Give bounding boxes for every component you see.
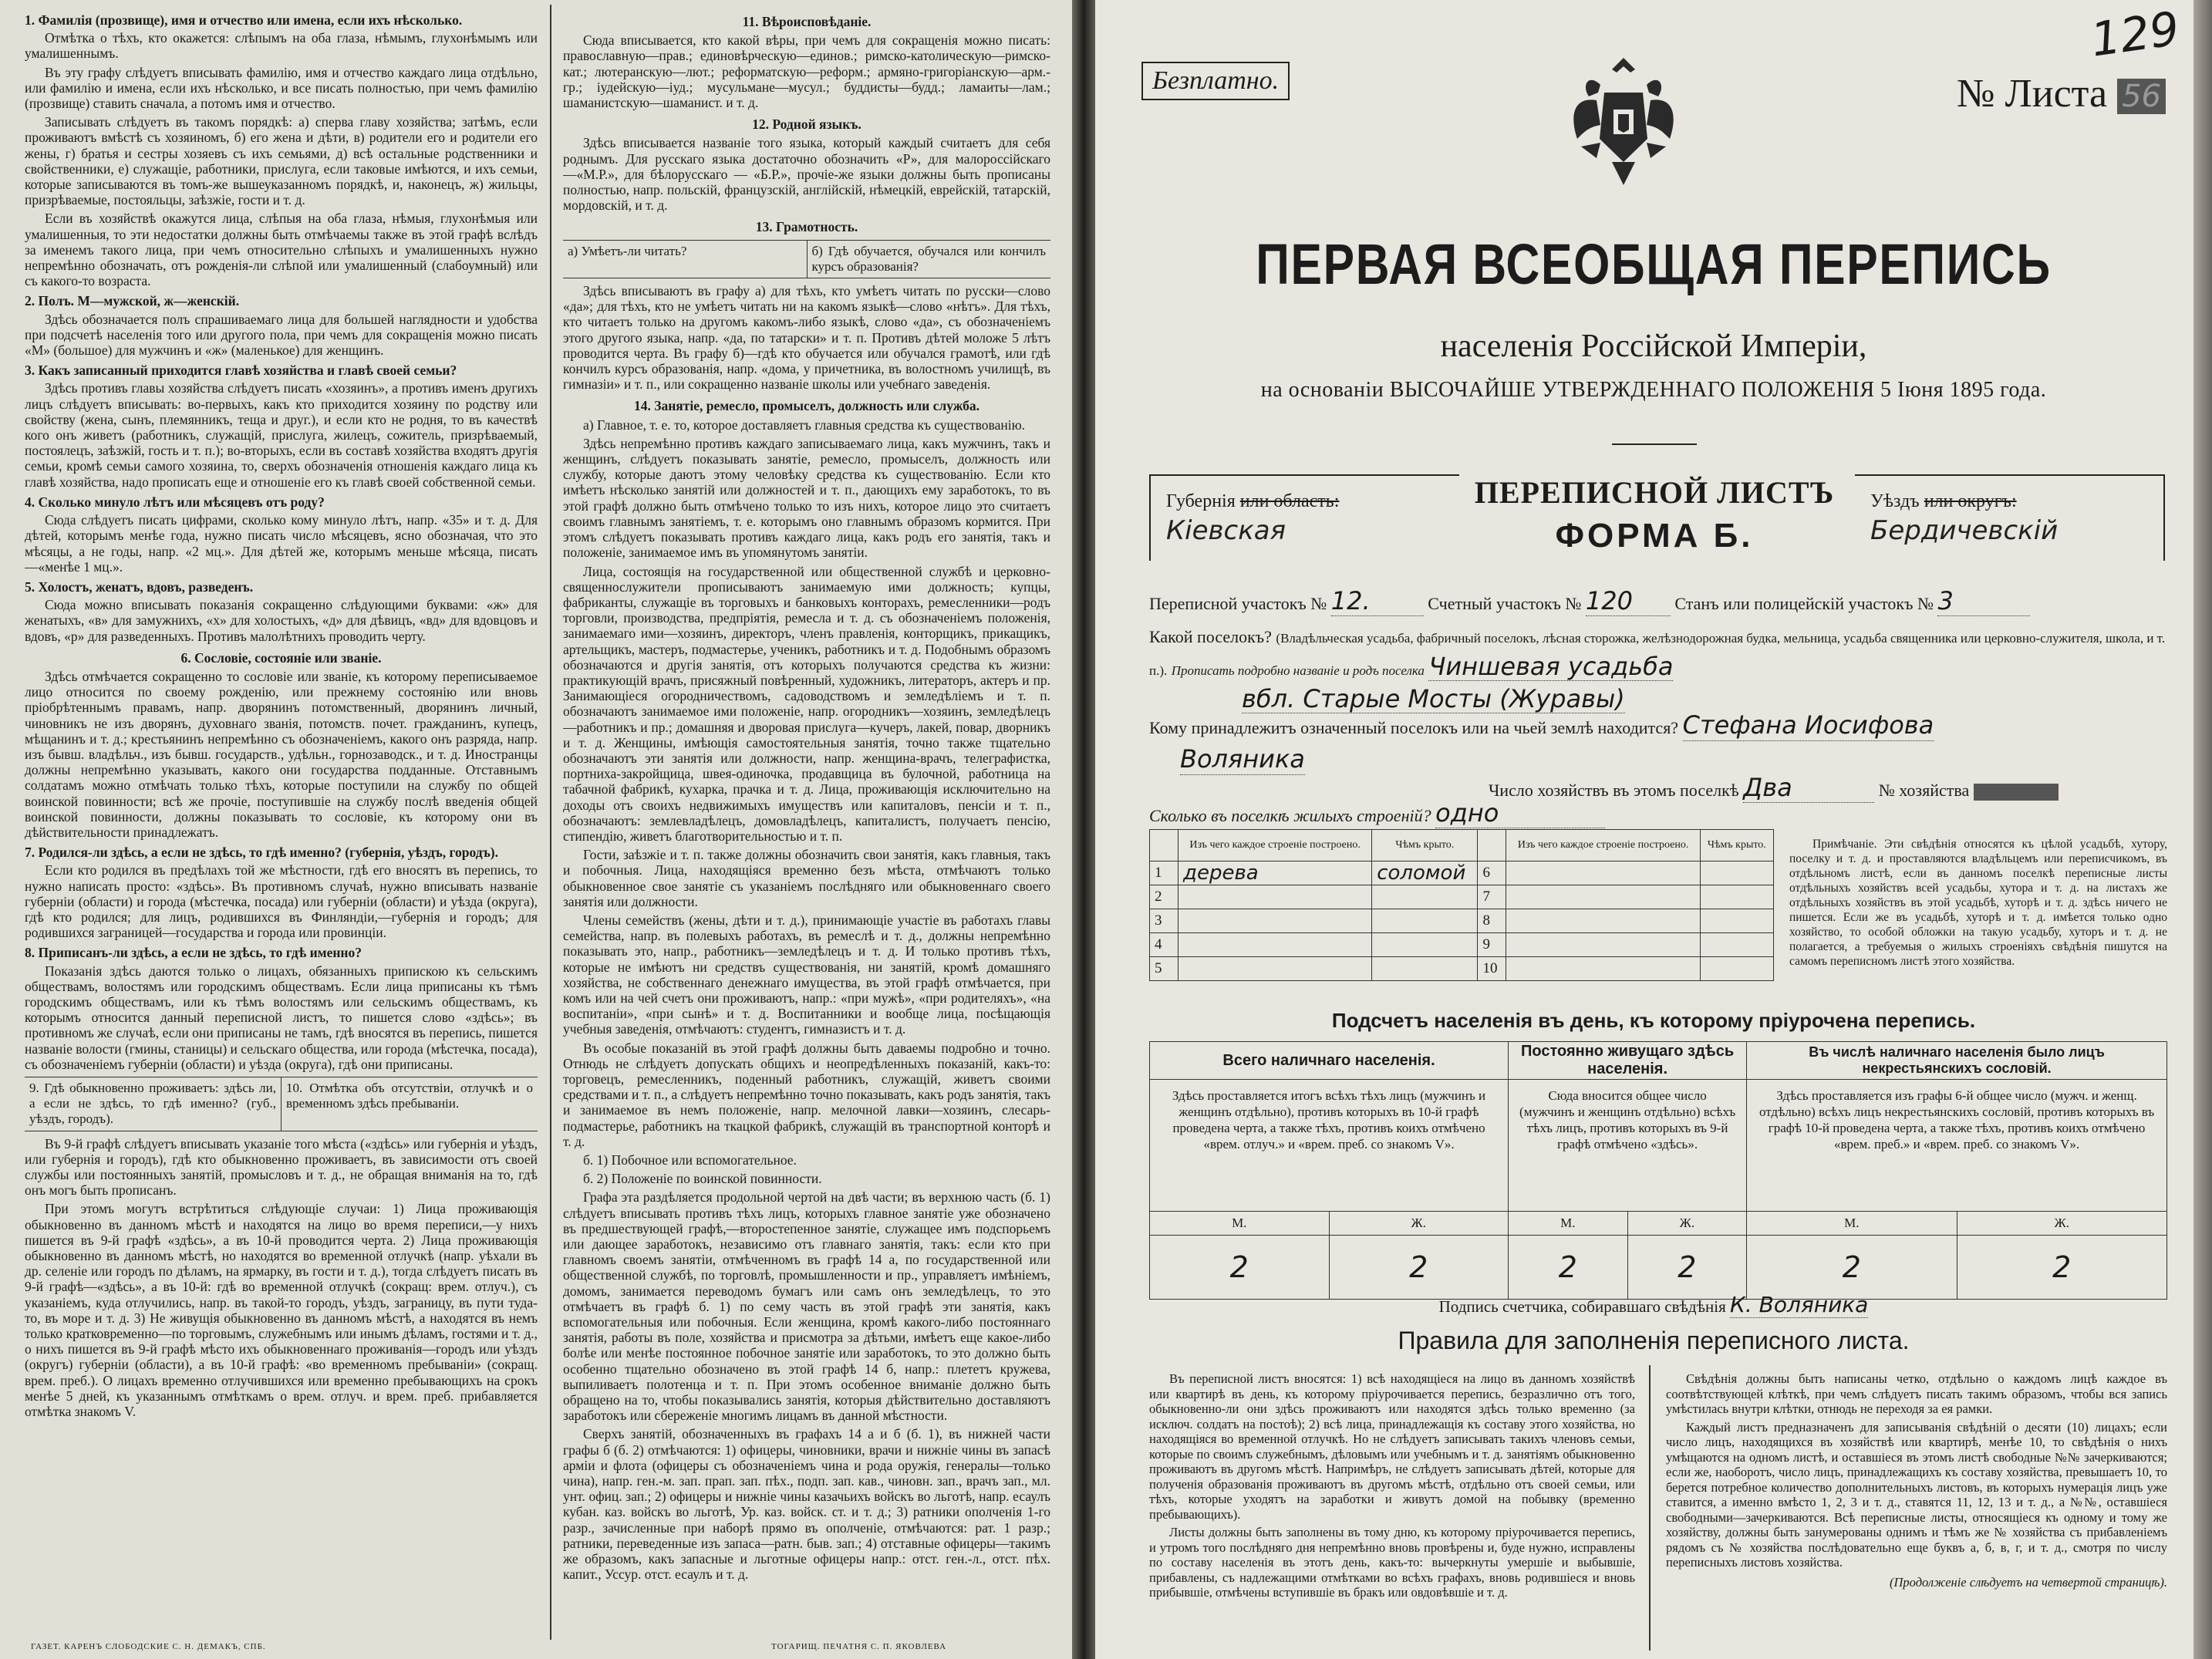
enumerator-signature: К. Воляника	[1730, 1292, 1869, 1317]
building-row	[1150, 957, 1774, 981]
printer-imprint-right: ТОГАРИЩ. ПЕЧАТНЯ С. П. ЯКОВЛЕВА	[771, 1642, 947, 1651]
count-desc-non-peasant: Здѣсь проставляется изъ графы 6-й общее число (мужч. и женщ. отдѣльно) всѣхъ лицъ некрестьянскихъ сословій, противъ которыхъ въ графѣ 10-й проведена черта, а также тѣхъ, противъ коихъ отмѣчено «врем. преб.» и «врем. преб. со знакомъ V».	[1747, 1080, 2167, 1212]
building-cell-b	[1372, 909, 1478, 933]
male-label: М.	[1150, 1212, 1330, 1236]
building-cell-n: 1	[1150, 862, 1178, 885]
building-cell-b: соломой	[1372, 862, 1478, 885]
section-heading: 8. Приписанъ-ли здѣсь, а если не здѣсь, то гдѣ именно?	[25, 945, 362, 961]
printer-imprint-left: ГАЗЕТ. КАРЕНЪ СЛОБОДСКИЕ С. Н. ДЕМАКЪ, СПБ.	[31, 1642, 266, 1651]
building-cell-empty	[1506, 862, 1700, 885]
building-cell-a	[1178, 957, 1372, 981]
instruction-paragraph: Сюда вписывается, кто какой вѣры, при чемъ для сокращенія можно писать: православную—прав.; единовѣрческую—единов.; римско-католическую—римско-кат.; лютеранскую—лют.; реформатскую—реформ.; армяно-григоріанскую—арм.-гр.; іудейскую—іуд.; мусульмане—мусул.; буддисты—будд.; ламаиты—лам.; шаманистскую—шаманист. и т. д.	[563, 32, 1050, 111]
building-cell-empty	[1700, 862, 1773, 885]
female-label: Ж.	[1957, 1212, 2166, 1236]
count-title: Подсчетъ населенія въ день, къ которому пріурочена перепись.	[1331, 1009, 1976, 1032]
building-cell-n: 2	[1150, 885, 1178, 909]
owner-value: Стефана Иосифова	[1682, 710, 1934, 740]
instruction-paragraph: Графа эта раздѣляется продольной чертой на двѣ части; въ верхнюю часть (б. 1) слѣдуетъ вписывать противъ тѣхъ лицъ, которыхъ главное занятіе уже обозначено въ предшествующей графѣ,—второстепенное занятіе, служащее имъ подспорьемъ или дающее заработокъ, независимо отъ главнаго занятія, такъ: если кто при главномъ своемъ занятіи, отмѣченномъ въ графѣ 14 а, по государственной или общественной службѣ, по торговлѣ, промышленности и пр., управляетъ имѣніемъ, домомъ, занимается переводомъ бумагъ или самъ онъ земледѣлецъ, то это отмѣчаетъ въ графѣ б. 1) по сему часть въ этой графѣ эти занятія, какъ вспомогательныя или побочныя. Если женщина, кромѣ какого-либо постояннаго занятія, работы въ поле, хозяйства и присмотра за дѣтьми, имѣетъ еще какое-либо болѣе или менѣе постоянное побочное занятіе или заработокъ, то это должно быть особенно тщательно обозначено въ этой графѣ 14 б, напр.: плететъ кружева, выпиливаетъ полотенца и т. п. При этомъ особенное вниманіе должно быть обращено на то, чтобы показывались занятія, которыя дѣйствительно доставляютъ заработокъ или сбереженіе многимъ лицамъ въ данной мѣстности.	[563, 1189, 1050, 1424]
gubernia-value: Кіевская	[1166, 515, 1286, 546]
column-divider	[550, 5, 551, 1640]
enumerator-signature-line: Подпись счетчика, собиравшаго свѣдѣнія К. Воляника	[1438, 1292, 1869, 1317]
archive-number: 129	[2088, 2, 2183, 68]
building-cell-empty	[1506, 933, 1700, 957]
sheet-number	[1957, 71, 2166, 116]
sheet-number-label: № Листа	[1956, 72, 2108, 116]
instruction-paragraph: Въ 9-й графѣ слѣдуетъ вписывать указаніе того мѣста («здѣсь» или губернія и уѣздъ, или губернія и городъ), гдѣ кто обыкновенно проживаетъ, въ зависимости отъ своей службы или постоянныхъ занятій, промысловъ и т. д., не обращая вниманія на то, гдѣ онъ могъ быть прописанъ.	[25, 1135, 538, 1199]
building-cell-b	[1372, 957, 1478, 981]
building-row	[1150, 885, 1774, 909]
building-cell-empty	[1700, 885, 1773, 909]
section-heading: 13. Грамотность.	[755, 219, 858, 235]
sheet-number-value: 56	[2117, 79, 2166, 114]
building-cell-a: дерева	[1178, 862, 1372, 885]
count-value: 2	[1747, 1236, 1957, 1300]
instruction-paragraph: Здѣсь непремѣнно противъ каждаго записываемаго лица, какъ мужчинъ, такъ и женщинъ, слѣдуетъ показывать занятіе, ремесло, промыселъ, должность или службу, которые даютъ этому человѣку средства къ существованію. Если кто имѣетъ нѣсколько занятій или должностей и т. п., дающихъ ему заработокъ, то въ этой графѣ должно быть отмѣчено только то изъ нихъ, которое лицо это считаетъ своимъ главнымъ занятіемъ, т. е. которымъ оно главнымъ образомъ кормится. При этомъ слѣдуетъ показывать противъ каждаго лица, какъ родъ его занятія, такъ и положеніе, занимаемое имъ въ упомянутомъ занятіи.	[563, 435, 1050, 561]
count-value: 2	[1509, 1236, 1628, 1300]
male-label: М.	[1509, 1212, 1628, 1236]
form-subtitle: ФОРМА Б.	[1555, 517, 1754, 555]
building-cell-empty	[1506, 885, 1700, 909]
households-line: Число хозяйствъ въ этомъ поселкѣ Два № хозяйства	[1149, 773, 2167, 803]
instruction-paragraph: Отмѣтка о тѣхъ, кто окажется: слѣпымъ на оба глаза, нѣмымъ, глухонѣмымъ или умалишеннымъ.	[25, 30, 538, 62]
gubernia-box	[1149, 474, 1459, 561]
count-value: 2	[1957, 1236, 2166, 1300]
building-cell-empty	[1700, 957, 1773, 981]
bld-head-material: Изъ чего каждое строеніе построено.	[1178, 830, 1372, 862]
continuation-note: (Продолженіе слѣдуетъ на четвертой страницѣ).	[1890, 1574, 2167, 1590]
bld-head-roof-2: Чѣмъ крыто.	[1700, 830, 1773, 862]
count-value: 2	[1150, 1236, 1330, 1300]
question-box	[563, 240, 1050, 278]
instruction-paragraph: а) Главное, т. е. то, которое доставляетъ главныя средства къ существованію.	[583, 416, 1026, 433]
population-count-table	[1149, 1041, 2167, 1300]
building-cell-a	[1178, 885, 1372, 909]
census-title: ПЕРВАЯ ВСЕОБЩАЯ ПЕРЕПИСЬ	[1256, 232, 2052, 296]
right-page	[1095, 0, 2212, 1659]
instruction-paragraph: Сюда слѣдуетъ писать цифрами, сколько кому минуло лѣтъ, напр. «35» и т. д. Для дѣтей, которымъ менѣе года, нужно писать число мѣсяцевъ, ясно обозначая, что это мѣсяцы, а не годы, напр. «2 мц.». Для дѣтей же, которымъ меньше мѣсяца, писать —«менѣе 1 мц.».	[25, 512, 538, 575]
section-heading: 5. Холостъ, женатъ, вдовъ, разведенъ.	[25, 578, 254, 595]
households-value: Два	[1743, 773, 1874, 803]
building-cell-n: 4	[1150, 933, 1178, 957]
instruction-paragraph: Сюда можно вписывать показанія сокращенно слѣдующими буквами: «ж» для женатыхъ, «в» для замужнихъ, «х» для холостыхъ, «д» для дѣвицъ, «вд» для вдовцовъ и вдовъ, «р» для разведенныхъ. Противъ малолѣтнихъ проводить черту.	[25, 597, 538, 644]
section-heading: 3. Какъ записанный приходится главѣ хозяйства и главѣ своей семьи?	[25, 362, 457, 379]
counting-value: 120	[1586, 586, 1671, 616]
gubernia-label: Губернія или область:	[1166, 491, 1340, 511]
building-cell-n: 5	[1150, 957, 1178, 981]
stan-value: 3	[1937, 586, 2030, 616]
instruction-paragraph: Если въ хозяйствѣ окажутся лица, слѣпыя на оба глаза, нѣмыя, глухонѣмыя или умалишенныя, то эти недостатки должны быть отмѣчаемы также въ этой графѣ вслѣдъ за именемъ такого лица, при чемъ относительно слѣпыхъ и умалишенныхъ нужно непремѣнно обозначать, отъ рожденія-ли слѣпой или умалишенный (слабоумный) или съ какого-то возраста.	[25, 211, 538, 289]
rule-paragraph: Въ переписной листъ вносятся: 1) всѣ находящіеся на лицо въ данномъ хозяйствѣ или квартирѣ въ день, къ которому пріурочивается перепись, безразлично отъ того, обыкновенно-ли они здѣсь проживаютъ или находятся здѣсь только временно (за исключ. солдатъ на постоѣ); 2) всѣ лица, принадлежащія къ составу этого хозяйства, но находящіяся во временной отлучкѣ. Но не слѣдуетъ записывать такихъ членовъ семьи, которые по своимъ служебнымъ, дѣловымъ или учебнымъ и т. д. занятіямъ обыкновенно проживаютъ въ другомъ мѣстѣ. Напримѣръ, не слѣдуетъ записывать дѣтей, которые для полученія образованія проживаютъ въ другомъ мѣстѣ, отдѣльно отъ своей семьи, или тѣхъ, которые уходятъ на заработки и живутъ домой на побывку (временно пребывающихъ).	[1149, 1371, 1635, 1522]
building-cell-empty	[1700, 933, 1773, 957]
count-head-non-peasant: Въ числѣ наличнаго населенія было лицъ некрестьянскихъ сословій.	[1747, 1042, 2167, 1080]
rules-column-2	[1666, 1371, 2167, 1641]
building-cell-b	[1372, 933, 1478, 957]
free-label: Безплатно.	[1141, 62, 1290, 100]
building-cell-n2: 10	[1478, 957, 1506, 981]
instruction-paragraph: Здѣсь вписывается названіе того языка, который каждый считаетъ для себя роднымъ. Для русскаго языка достаточно обозначить «Р», для малороссійскаго—«М.Р.», для бѣлорусскаго — «Б.Р.», прочіе-же языки должны быть прописаны полностью, напр. польскій, французскій, англійскій, нѣмецкій, еврейскій, татарскій, мордовскій, и т. д.	[563, 135, 1050, 214]
building-cell-n2: 8	[1478, 909, 1506, 933]
count-head-permanent: Постоянно живущаго здѣсь населенія.	[1509, 1042, 1747, 1080]
question-box-left: а) Умѣетъ-ли читать?	[568, 243, 687, 258]
building-row	[1150, 933, 1774, 957]
instruction-paragraph: При этомъ могутъ встрѣтиться слѣдующіе случаи: 1) Лица проживающія обыкновенно въ данномъ мѣстѣ и находятся на лицо во время переписи,—у нихъ пишется въ 9-й графѣ «здѣсь», а въ 10-й проводится черта. 2) Лица проживающія обыкновенно въ данномъ мѣстѣ, но находятся во временной отлучкѣ (напр. уѣхали въ др. селеніе или городъ по дѣламъ, на ярмарку, въ гости и т. д.), тогда слѣдуетъ писать въ 9-й графѣ—«здѣсь», а въ 10-й: гдѣ во временной отлучкѣ (сокращ: врем. отлуч.), съ указаніемъ, куда отлучились, напр. въ такой-то городъ, уѣздъ, заграницу, въ пути туда-то, въ море и т. д. 3) Не живущія обыкновенно въ данномъ мѣстѣ, а находятся въ немъ только кратковременно—по торговымъ, служебнымъ или инымъ дѣламъ, гостями и т. д., о нихъ пишется въ 9-й графѣ мѣсто ихъ обыкновеннаго проживанія—городъ или уѣздъ (округъ) губерніи (области), а въ 10-й графѣ: «во временномъ пребываніи» (сокращ. врем. преб.). О лицахъ временно отлучившихся или временно пребывающихъ на срокъ менѣе 5 дней, къ указаннымъ отмѣткамъ о врем. отлуч. и врем. преб. прибавляется отмѣтка знакомъ V.	[25, 1201, 538, 1420]
building-cell-empty	[1506, 909, 1700, 933]
building-row	[1150, 862, 1774, 885]
section-heading: 14. Занятіе, ремесло, промыселъ, должность или служба.	[633, 398, 980, 414]
instruction-paragraph: Записывать слѣдуетъ въ такомъ порядкѣ: а) сперва главу хозяйства; затѣмъ, если проживаютъ вмѣстѣ съ хозяиномъ, б) его жена и дѣти, в) родители его и родители его жены, г) братья и сестры хозяевъ съ ихъ семьями, д) всѣ остальные родственники и свойственники, е) служащіе, работники, прислуга, если таковые имѣются, и ихъ семьи, которые записываются въ томъ-же вышеуказанномъ порядкѣ, и, наконецъ, ж) жильцы, призрѣваемые, постояльцы, заѣзжіе, гости и т. д.	[25, 114, 538, 208]
male-label: М.	[1747, 1212, 1957, 1236]
question-box-left: 9. Гдѣ обыкновенно проживаетъ: здѣсь ли, а если не здѣсь, то гдѣ именно? (губ., уѣздъ, городъ).	[29, 1081, 276, 1127]
district-value: 12.	[1331, 586, 1424, 616]
instruction-paragraph: Въ эту графу слѣдуетъ вписывать фамилію, имя и отчество каждаго лица отдѣльно, или фамилію и имена, если ихъ нѣсколько, и все писать полностью, при чемъ фамилію (прозвище) ставить сначала, а потомъ имя и отчество.	[25, 64, 538, 112]
instruction-paragraph: Если кто родился въ предѣлахъ той же мѣстности, гдѣ его вносятъ въ перепись, то нужно написать просто: «здѣсь». Въ противномъ случаѣ, нужно вписывать названіе губерніи (области) и города (мѣстечка, посада) или губерніи (области) и уѣзда (округа), гдѣ кто родился; для лицъ, родившихся въ Финляндіи,—губернія и городъ; для родившихся заграницей—государства и города или провинціи.	[25, 862, 538, 941]
owner-line: Кому принадлежитъ означенный поселокъ или на чьей землѣ находится? Стефана Иосифова Воляника	[1149, 710, 1934, 774]
buildings-value: одно	[1435, 798, 1605, 828]
uezd-value: Бердичевскій	[1870, 515, 2059, 546]
rule-paragraph: Свѣдѣнія должны быть написаны четко, отдѣльно о каждомъ лицѣ каждое въ соотвѣтствующей клѣткѣ, при чемъ слѣдуетъ писать такимъ образомъ, чтобы вся запись умѣстилась внутри клѣтки, отнюдь не переходя за ея рамки.	[1666, 1371, 2167, 1416]
form-header	[1095, 474, 2212, 567]
female-label: Ж.	[1329, 1212, 1509, 1236]
section-heading: 2. Полъ. М—мужской, ж—женскій.	[25, 293, 240, 309]
section-heading: 1. Фамилія (прозвище), имя и отчество или имена, если ихъ нѣсколько.	[25, 12, 463, 28]
instruction-paragraph: Гости, заѣзжіе и т. п. также должны обозначить свои занятія, какъ главныя, такъ и побочныя. Лица, находящіяся временно безъ мѣста, отмѣчаютъ только обыкновенное свое занятіе съ указаніемъ послѣдняго или обыкновеннаго своего занятія или должности.	[563, 847, 1050, 909]
building-cell-n: 3	[1150, 909, 1178, 933]
form-title-block	[1473, 474, 1836, 555]
instruction-paragraph: Лица, состоящія на государственной или общественной службѣ и церковно-священнослужители прописываютъ занимаемую ими должность; купцы, фабриканты, служащіе въ торговыхъ и банковыхъ конторахъ, ремесленники—родъ торговли, производства, предпріятія, ремесла и т. д. съ обозначеніемъ положенія, занимаемаго ими—хозяинъ, директоръ, членъ правленія, конторщикъ, прикащикъ, артельщикъ, мастеръ, подмастерье, ученикъ, работникъ и т. д. Подобнымъ образомъ обозначаются и другія занятія, отъ которыхъ получаются средства къ жизни: практикующій врачъ, присяжный повѣренный, художникъ, литераторъ, актеръ и пр. Занимающіеся огородничествомъ, садоводствомъ и земледѣліемъ и т. п. обозначаютъ занимаемое ими положеніе, напр. огородникъ—хозяинъ, земледѣлецъ—работникъ и пр.; домашняя и дворовая прислуга—кучеръ, лакей, повар, дворникъ и т. д. Женщины, имѣющія самостоятельныя занятія, точно также тщательно обозначаютъ эти занятія или должности, напр. женщина-врачъ, телеграфистка, портниха-закройщица, швея-одиночка, продавщица въ булочной, работница на табачной фабрикѣ, кухарка, прачка и т. д. Лица, проживающія исключительно на доходы отъ своихъ недвижимыхъ имуществъ или капиталовъ, пенсіи и т. п., обозначаютъ: землевладѣлецъ, домовладѣлецъ, капиталистъ, получаетъ пенсію, стипендію, живетъ благотворительностью и т. п.	[563, 563, 1050, 844]
instruction-paragraph: Здѣсь обозначается полъ спрашиваемаго лица для большей наглядности и удобства при подсчетѣ населенія того или другого пола, при чемъ для сокращенія можно писать «М» (большое) для мужчинъ и «ж» (маленькое) для женщинъ.	[25, 311, 538, 359]
book-spine	[1072, 0, 1095, 1659]
section-heading: 11. Вѣроисповѣданіе.	[742, 14, 872, 29]
building-cell-a	[1178, 909, 1372, 933]
section-heading: 7. Родился-ли здѣсь, а если не здѣсь, то гдѣ именно? (губернія, уѣздъ, городъ).	[25, 845, 499, 861]
buildings-note: Примѣчаніе. Эти свѣдѣнія относятся къ цѣлой усадьбѣ, хутору, поселку и т. д. и проставляются владѣльцемъ или переписчикомъ, въ отдѣльномъ листѣ, если въ данномъ поселкѣ переписные листы отдѣльныхъ хозяйствъ всей усадьбы, хутора и т. д. на листахъ же отдѣльныхъ хозяйствъ въ этой усадьбѣ, хуторѣ и т. д. здѣсь ничего не пишется. Если же въ усадьбѣ, хуторѣ и т. д. имѣется только одно хозяйство, то особой обложки на такую усадьбу, хуторъ и т. д. не полагается, а требуемыя о жилыхъ строеніяхъ свѣдѣнія пишутся на самомъ переписномъ листѣ этого хозяйства.	[1789, 838, 2167, 968]
building-cell-n2: 9	[1478, 933, 1506, 957]
building-cell-a	[1178, 933, 1372, 957]
rules-column-1	[1149, 1371, 1635, 1641]
instructions-column-2	[563, 8, 1050, 1612]
count-desc-present: Здѣсь проставляется итогъ всѣхъ тѣхъ лицъ (мужчинъ и женщинъ отдѣльно), противъ которыхъ въ 10-й графѣ проведена черта, а также тѣхъ, противъ коихъ отмѣчено «врем. отлуч.» и «врем. преб. со знакомъ V».	[1150, 1080, 1509, 1212]
left-page	[0, 0, 1072, 1659]
question-box-right: 10. Отмѣтка объ отсутствіи, отлучкѣ и о временномъ здѣсь пребываніи.	[281, 1077, 538, 1131]
building-cell-empty	[1506, 957, 1700, 981]
legal-basis: на основаніи ВЫСОЧАЙШЕ УТВЕРЖДЕННАГО ПОЛОЖЕНІЯ 5 Іюня 1895 года.	[1260, 378, 2047, 402]
instruction-paragraph: Въ особые показаній въ этой графѣ должны быть даваемы подробно и точно. Отнюдь не слѣдуетъ допускать общихъ и неопредѣленныхъ показаній, какъ-то: торговецъ, ремесленникъ, поденный работникъ, служащій, живетъ своими средствами и т. п., а слѣдуетъ непремѣнно точно показывать, какъ родъ занятія, такъ и занимаемое въ немъ положеніе, напр. мелочной лавки—хозяинъ, слесарь-подмастерье, работникъ на ткацкой фабрикѣ, служащій въ транспортной конторѣ и т. д.	[563, 1040, 1050, 1149]
building-cell-n2: 6	[1478, 862, 1506, 885]
instruction-paragraph: Сверхъ занятій, обозначенныхъ въ графахъ 14 а и б (б. 1), въ нижней части графы б (б. 2) отмѣчаются: 1) офицеры, чиновники, врачи и нижніе чины въ запасѣ арміи и флота (офицеры съ обозначеніемъ чина и рода оружія, генералы—только чина), напр. ген.-м. зап. прап. зап. пѣх., подп. зап. кав., чиновн. зап., врачъ зап., мл. унт. офиц. зап.; 2) офицеры и нижніе чины казачьихъ войскъ во льготѣ, напр. есаулъ кубан. каз. войскъ во льготѣ, Ур. каз. войск. ст. и т. д.; 3) ратники ополченія 1-го разр., зачисленные при наборѣ прямо въ ополченіе, отмѣчаются: рат. 1 разр.; ратники, переведенные изъ запаса—ратн. быв. зап.; 4) отставные офицеры—такимъ же образомъ, какъ запасные и льготные офицеры напр.: отст. ген.-л., отст. пѣх. капит., Уссур. отст. есаулъ и т. д.	[563, 1426, 1050, 1583]
instruction-paragraph: Здѣсь противъ главы хозяйства слѣдуетъ писать «хозяинъ», а противъ именъ другихъ лицъ слѣдуетъ вписывать: во-первыхъ, какъ кто приходится хозяину по родству или свойству (жена, сынъ, племянникъ, теща и друг.), и если кто не родня, то въ качествѣ кого онъ живетъ (работникъ, служащій, прислуга, жилецъ, сожитель, призрѣваемый, постоялецъ, заѣзжій, гость и т. п.); во-вторыхъ, если въ составѣ хозяйства входятъ другія семьи, кромѣ семьи самого хозяина, то, сверхъ обозначенія отношенія каждаго лица къ главѣ хозяйства, надо прописать еще и отношеніе его къ главѣ своей собственной семьи.	[25, 380, 538, 490]
buildings-table	[1149, 829, 1774, 981]
uezd-label: Уѣздъ или округъ:	[1870, 491, 2017, 511]
building-cell-b	[1372, 885, 1478, 909]
section-heading: 12. Родной языкъ.	[752, 116, 862, 133]
rules-divider	[1649, 1365, 1651, 1651]
rule-paragraph: Листы должны быть заполнены въ тому дню, къ которому пріурочивается перепись, и утромъ того послѣдняго дня непремѣнно вновь провѣрены и, буде нужно, исправлены по составу населенія въ этотъ день, какъ-то: вычеркнуты умершіе и выбывшіе, прибавлены, съ надлежащими отмѣтками во всѣхъ графахъ, вновь родившіеся и вновь прибывшіе, отмѣчены вступившіе въ бракъ или овдовѣвшіе и т. д.	[1149, 1525, 1635, 1600]
count-value: 2	[1627, 1236, 1747, 1300]
instruction-paragraph: б. 1) Побочное или вспомогательное.	[583, 1152, 797, 1168]
count-value: 2	[1329, 1236, 1509, 1300]
section-heading: 4. Сколько минуло лѣтъ или мѣсяцевъ отъ роду?	[25, 494, 325, 510]
instruction-paragraph: Здѣсь отмѣчается сокращенно то сословіе или званіе, къ которому переписываемое лицо относится по своему рожденію, или прежнему состоянію или вновь пріобрѣтеннымъ правамъ, напр. дворянинъ потомственный, дворянинъ личный, чиновникъ не изъ дворянъ, духовнаго званія, потомств. почет. гражданинъ, купецъ, мѣщанинъ и т. д.; крестьянинъ непремѣнно съ обозначеніемъ, какого онъ разряда, напр. изъ бывш. владѣльч., изъ бывш. государств., удѣльн., горнозаводск., и т. д. Иностранцы должны непремѣнно указывать, какого они государства подданные. Отставнымъ солдатамъ можно отмѣчать только тѣхъ, которые поступили на службу по общей воинской повинности; всѣ же прочіе, поступившіе на службу послѣ введенія общей воинской повинности, должны показывать то сословіе, къ которому они въ дѣйствительности принадлежатъ.	[25, 668, 538, 840]
uezd-box	[1855, 474, 2165, 561]
bld-head-material-2: Изъ чего каждое строеніе построено.	[1506, 830, 1700, 862]
instruction-paragraph: Здѣсь вписываютъ въ графу а) для тѣхъ, кто умѣетъ читать по русски—слово «да»; для тѣхъ, кто не умѣетъ читать ни на какомъ языкѣ—слово «нѣтъ». Для тѣхъ, кто читаетъ только на другомъ какомъ-либо языкѣ, слово «да», съ обозначеніемъ этого другого языка, напр. «да, по татарски» и т. п. Противъ дѣтей моложе 5 лѣтъ проводится черта. Въ графу б)—гдѣ кто обучается или обучался грамотѣ, или гдѣ кончилъ курсъ образованія, напр. «дома, у причетника, въ волостномъ училищѣ, въ гимназіи» и т. п., или сокращенно названіе школы или учебнаго заведенія.	[563, 283, 1050, 393]
instruction-paragraph: Показанія здѣсь даются только о лицахъ, обязанныхъ припискою къ сельскимъ обществамъ, волостямъ или городскимъ обществамъ. Если лица приписаны къ тѣмъ городскимъ обществамъ, или къ тѣмъ волостямъ или сельскимъ обществамъ, къ которымъ относится данный переписной листъ, то пишется слово «здѣсь»; въ противномъ же случаѣ, если они приписаны не тамъ, гдѣ вносятся въ перепись, пишется названіе волости (гмины, станицы) и сельскаго общества, или города (мѣстечка, посада), съ обозначеніемъ губерніи (области) и уѣзда (округа), гдѣ они приписаны.	[25, 963, 538, 1072]
building-cell-empty	[1700, 909, 1773, 933]
double-headed-eagle-emblem	[1566, 54, 1681, 189]
owner-value-2: Воляника	[1180, 744, 1305, 774]
instruction-paragraph: б. 2) Положеніе по воинской повинности.	[583, 1171, 822, 1187]
rule-paragraph: Каждый листъ предназначенъ для записыванія свѣдѣній о десяти (10) лицахъ; если число лицъ, находящихся въ хозяйствѣ или квартирѣ, менѣе 10, то свѣдѣнія о нихъ умѣщаются на одномъ листѣ, и оставшіеся въ этомъ листѣ свободные №№ зачеркиваются; если же, наоборотъ, число лицъ, принадлежащихъ къ составу хозяйства, превышаетъ 10, то берется потребное количество дополнительныхъ листовъ, въ которыхъ нумерація лицъ уже ставится, а именно вмѣсто 1, 2, 3 и т. д., ставятся 11, 12, 13 и т. д., а №№, оставшіеся свободными—зачеркиваются. Всѣ переписные листы, относящіеся къ одному и тому же хозяйству, должны быть занумерованы однимъ и тѣмъ же № хозяйства съ прибавленіемъ рядомъ съ № хозяйства послѣдовательно еще буквъ а, б, в, г, и т. д., смотря по числу переписныхъ листовъ хозяйства.	[1666, 1419, 2167, 1570]
female-label: Ж.	[1627, 1212, 1747, 1236]
instructions-column-1	[25, 8, 538, 1643]
count-desc-permanent: Сюда вносится общее число (мужчинъ и женщинъ отдѣльно) всѣхъ тѣхъ лицъ, противъ которыхъ въ 9-й графѣ отмѣчено «здѣсь».	[1509, 1080, 1747, 1212]
district-line: Переписной участокъ № 12. Счетный участокъ № 120 Станъ или полицейскій участокъ № 3	[1149, 586, 2167, 616]
section-heading: 6. Сословіе, состояніе или званіе.	[180, 649, 382, 666]
settlement-line: Какой поселокъ? (Владѣльческая усадьба, фабричный поселокъ, лѣсная сторожка, желѣзнодорожная будка, мельница, усадьба священника или церковно-служителя, школа, и т. п.). Прописать подробно названіе и родъ поселка Чиншевая усадьба вбл. Старые Мосты (Журавы)	[1149, 627, 2166, 713]
instruction-paragraph: Члены семействъ (жены, дѣти и т. д.), принимающіе участіе въ работахъ главы семейства, напр. въ полевыхъ работахъ, въ ремеслѣ и т. д., должны непремѣнно показывать это, напр., работникъ—земледѣлецъ и т. д. И только противъ тѣхъ, которые не имѣютъ ни средствъ существованія, ни занятій, кромѣ домашняго хозяйства, не собственнаго денежнаго имущества, въ этой графѣ отмѣчается, при комъ или на чей счетъ они проживаютъ, напр.: «при мужѣ», «при родителяхъ», «на воспитаніи», «при сынѣ» и т. д. Воспитанники и вообще лица, посѣщающія учебныя заведенія, отмѣчаютъ: студентъ, гимназистъ и т. д.	[563, 912, 1050, 1037]
building-row	[1150, 909, 1774, 933]
rules-title: Правила для заполненія переписного листа.	[1398, 1327, 1910, 1354]
question-box-right: б) Гдѣ обучается, обучался или кончилъ курсъ образованія?	[807, 241, 1051, 278]
question-box	[25, 1077, 538, 1131]
census-subtitle: населенія Россійской Имперіи,	[1440, 329, 1867, 364]
settlement-value: Чиншевая усадьба	[1428, 652, 1674, 681]
building-cell-n2: 7	[1478, 885, 1506, 909]
form-title: ПЕРЕПИСНОЙ ЛИСТЪ	[1474, 475, 1835, 510]
settlement-value-2: вбл. Старые Мосты (Журавы)	[1242, 684, 1625, 713]
buildings-line: Сколько въ поселкѣ жилыхъ строеній? одно	[1149, 798, 2167, 828]
count-head-present: Всего наличнаго населенія.	[1150, 1042, 1509, 1080]
bld-head-roof: Чѣмъ крыто.	[1372, 830, 1478, 862]
title-divider	[1612, 443, 1697, 445]
page-edge	[2193, 0, 2212, 1659]
